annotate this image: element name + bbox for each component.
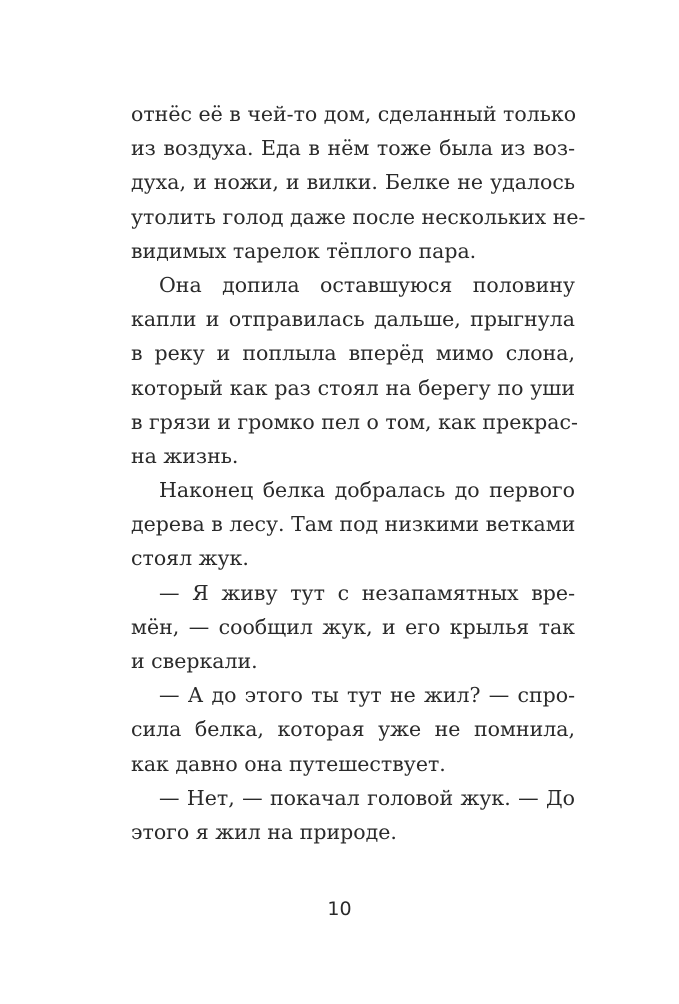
text-line: утолить голод даже после нескольких не-: [131, 204, 586, 229]
text-line: — Я живу тут с незапамятных вре-: [159, 580, 575, 605]
text-line: в грязи и громко пел о том, как прекрас-: [131, 409, 578, 434]
text-line: — Нет, — покачал головой жук. — До: [159, 785, 575, 810]
text-line: сила белка, которая уже не помнила,: [131, 717, 575, 742]
text-line: — А до этого ты тут не жил? — спро-: [159, 683, 575, 708]
text-line: дерева в лесу. Там под низкими ветками: [131, 512, 576, 537]
text-line: в реку и поплыла вперёд мимо слона,: [131, 341, 575, 366]
text-line: отнёс её в чей-то дом, сделанный только: [131, 102, 577, 126]
text-line: капли и отправилась дальше, прыгнула: [131, 307, 575, 332]
text-line: мён, — сообщил жук, и его крылья так: [131, 614, 575, 639]
text-line: стоял жук.: [131, 546, 249, 571]
text-line: видимых тарелок тёплого пара.: [131, 238, 477, 263]
text-line: и сверкали.: [131, 649, 258, 673]
text-line: который как раз стоял на берегу по уши: [131, 375, 575, 400]
text-line: из воздуха. Еда в нём тоже была из воз-: [131, 136, 575, 161]
text-line: Она допила оставшуюся половину: [159, 272, 575, 297]
text-line: на жизнь.: [131, 443, 239, 468]
body-text: [131, 97, 586, 849]
text-line: Наконец белка добралась до первого: [159, 478, 575, 503]
page-number: 10: [327, 898, 352, 920]
text-line: этого я жил на природе.: [131, 819, 397, 844]
text-line: духа, и ножи, и вилки. Белке не удалось: [131, 170, 575, 195]
text-line: как давно она путешествует.: [131, 751, 446, 776]
